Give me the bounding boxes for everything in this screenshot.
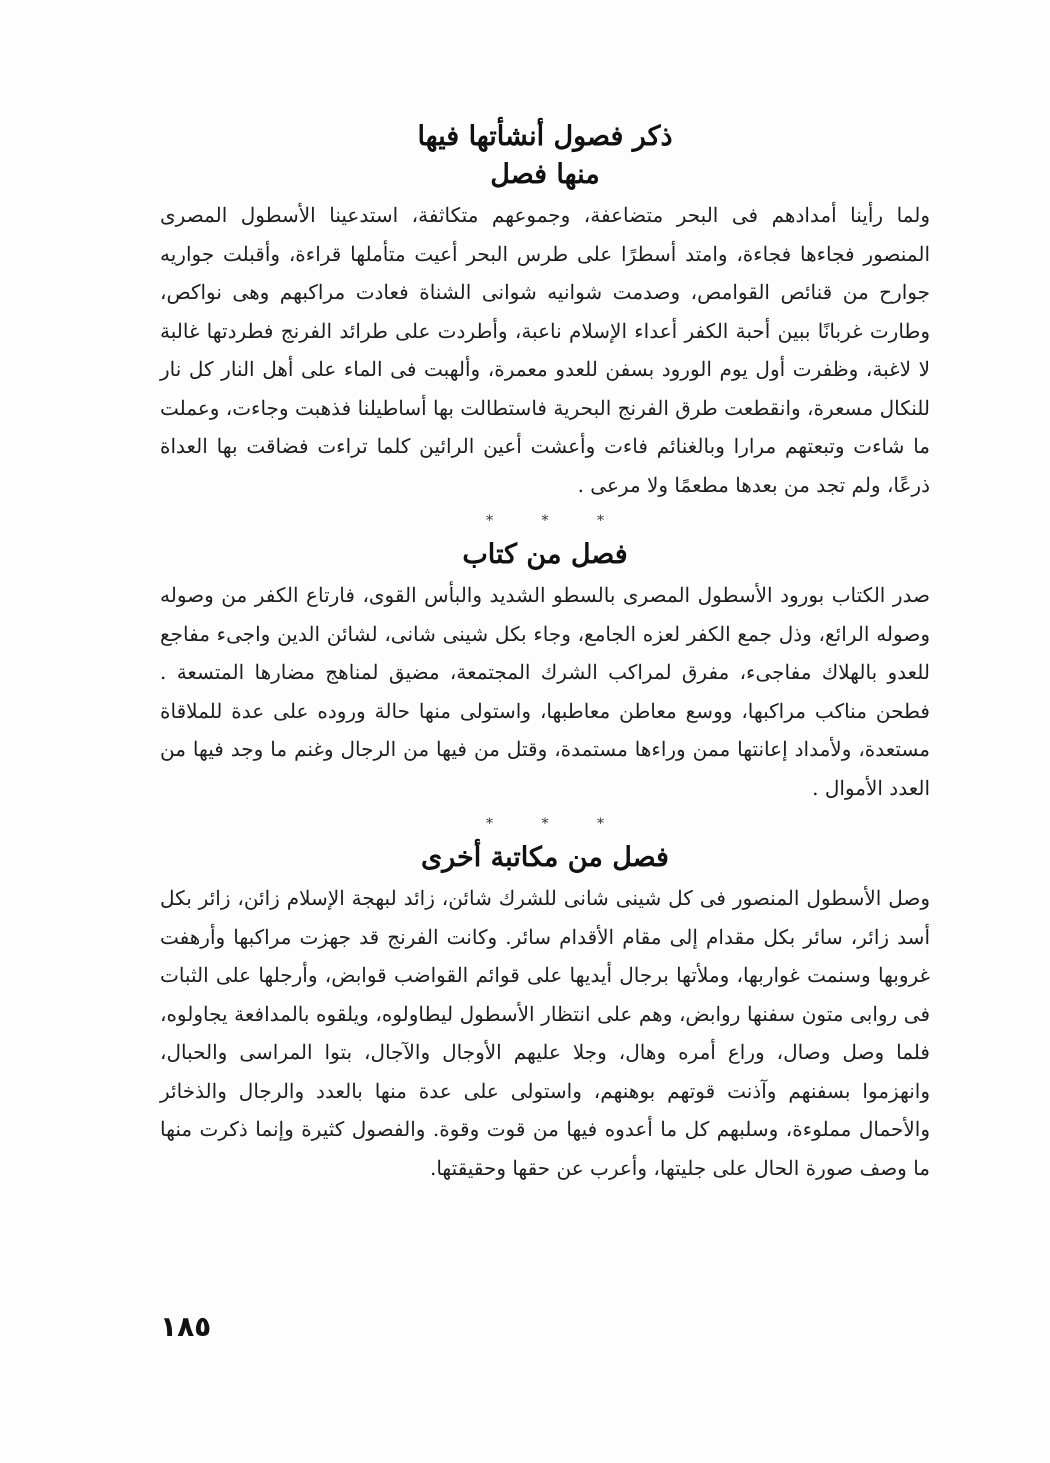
page-number: ١٨٥ <box>160 1310 212 1343</box>
chapter-subtitle: منها فصل <box>490 159 600 190</box>
section-2-heading: فصل من كتاب <box>462 539 628 570</box>
page-content <box>160 118 930 1187</box>
section-2-paragraph: صدر الكتاب بورود الأسطول المصرى بالسطو الشديد والبأس القوى، فارتاع الكفر من وصوله وصوله الرائع، وذل جمع الكفر لعزه الجامع، وجاء بكل شينى شانى، لشائن الدين واجىء مفاجع للعدو بالهلاك مفاجىء، مفرق لمراكب الشرك المجتمعة، مضيق لمناهج مضارها المتسعة . فطحن مناكب مراكبها، ووسع معاطن معاطبها، واستولى منها حالة وروده على عدة للملاقاة مستعدة، ولأمداد إعانتها ممن وراءها مستمدة، وقتل من فيها من الرجال وغنم ما وجد فيها من العدد الأموال . <box>160 583 930 800</box>
section-3-paragraph: وصل الأسطول المنصور فى كل شينى شانى للشرك شائن، زائد لبهجة الإسلام زائن، زائر بكل أسد زائر، سائر بكل مقدام إلى مقام الأقدام سائر. وكانت الفرنج قد جهزت مراكبها وأرهفت غروبها وسنمت غواربها، وملأتها برجال أيديها على قوائم القواضب قوابض، وأرجلها على الثبات فى روابى متون سفنها روابض، وهم على انتظار الأسطول ليطاولوه، ويلقوه بالمدافعة يجاولوه، فلما وصل وصال، وراع أمره وهال، وجلا عليهم الأوجال والآجال، بتوا المراسى والحبال، وانهزموا بسفنهم وآذنت قوتهم بوهنهم، واستولى على عدة منها بالعدد والرجال والذخائر والأحمال مملوءة، وسلبهم كل ما أعدوه فيها من قوت وقوة. والفصول كثيرة وإنما ذكرت منها ما وصف صورة الحال على جليتها، وأعرب عن حقها وحقيقتها. <box>160 886 930 1180</box>
section-divider-2: * * * <box>486 816 626 832</box>
section-1-paragraph: ولما رأينا أمدادهم فى البحر متضاعفة، وجموعهم متكاثفة، استدعينا الأسطول المصرى المنصور فجاءها فجاءة، وامتد أسطرًا على طرس البحر أعيت متأملها قراءة، وأقبلت جواريه جوارح من قنائص القوامص، وصدمت شوانيه شوانى الشناة فعادت مراكبهم وهى نواكص، وطارت غربانًا ببين أحبة الكفر أعداء الإسلام ناعبة، وأطردت على طرائد الفرنج فطردتها غالبة لا لاغبة، وظفرت أول يوم الورود بسفن للعدو معمرة، وألهبت فى الماء على أهل النار كل نار للنكال مسعرة، وانقطعت طرق الفرنج البحرية فاستطالت بها أساطيلنا فذهبت وجاءت، وعملت ما شاءت وتبعتهم مرارا وبالغنائم فاءت وأعشت أعين الرائين كلما تراءت فضاقت بها العداة ذرعًا، ولم تجد من بعدها مطعمًا ولا مرعى . <box>160 203 930 497</box>
chapter-title: ذكر فصول أنشأتها فيها <box>417 121 673 152</box>
section-divider-1: * * * <box>486 513 626 529</box>
section-3-heading: فصل من مكاتبة أخرى <box>421 842 669 873</box>
